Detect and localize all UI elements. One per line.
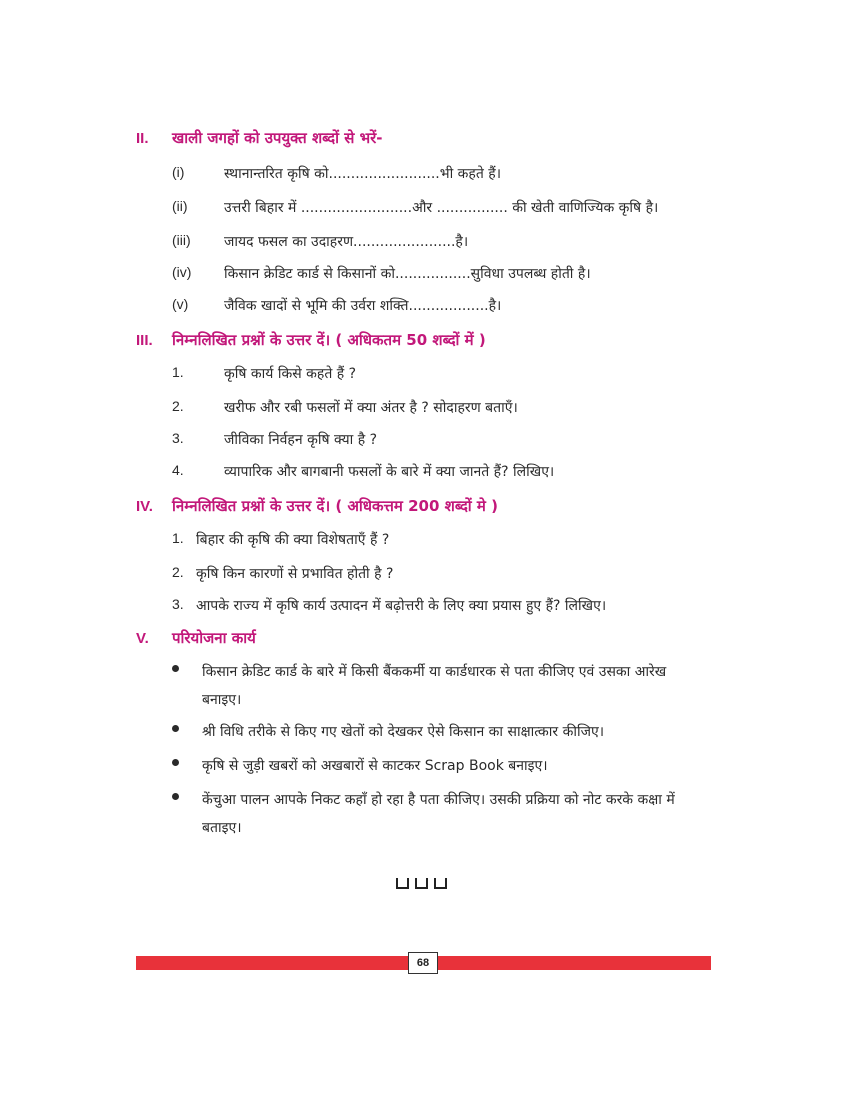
item-text: कृषि किन कारणों से प्रभावित होती है ? (196, 566, 394, 582)
item-text: आपके राज्य में कृषि कार्य उत्पादन में बढ़ोत्तरी के लिए क्या प्रयास हुए हैं? लिखिए। (196, 598, 607, 614)
item-text: किसान क्रेडिट कार्ड से किसानों को.................सुविधा उपलब्ध होती है। (224, 266, 591, 282)
section-v-number: V. (136, 630, 149, 647)
end-square-icon (415, 878, 428, 889)
item-marker: 1. (172, 530, 184, 546)
section-ii-title: खाली जगहों को उपयुक्त शब्दों से भरें- (172, 129, 383, 147)
item-marker: 2. (172, 564, 184, 580)
end-square-icon (396, 878, 409, 889)
page-number: 68 (408, 952, 438, 974)
section-iii-title: निम्नलिखित प्रश्नों के उत्तर दें। ( अधिकतम 50 शब्दों में ) (172, 331, 486, 349)
section-ii-heading (136, 128, 383, 148)
section-iv-number: IV. (136, 498, 153, 515)
bullet-icon (172, 665, 179, 672)
bullet-icon (172, 725, 179, 732)
item-marker: 1. (172, 364, 184, 380)
section-ii-number: II. (136, 130, 149, 147)
item-text: केंचुआ पालन आपके निकट कहाँ हो रहा है पता कीजिए। उसकी प्रक्रिया को नोट करके कक्षा में बताइए। (202, 792, 675, 836)
item-text: व्यापारिक और बागबानी फसलों के बारे में क्या जानते हैं? लिखिए। (224, 464, 555, 480)
item-text: किसान क्रेडिट कार्ड के बारे में किसी बैंककर्मी या कार्डधारक से पता कीजिए एवं उसका आरेख बनाइए। (202, 664, 667, 708)
item-marker: (iii) (172, 232, 191, 248)
item-marker: (iv) (172, 264, 192, 280)
section-end-marks (396, 878, 447, 889)
item-marker: 4. (172, 462, 184, 478)
item-text: कृषि कार्य किसे कहते हैं ? (224, 366, 357, 382)
section-iii-heading (136, 330, 486, 350)
item-text: जीविका निर्वहन कृषि क्या है ? (224, 432, 378, 448)
section-iii-number: III. (136, 332, 153, 349)
item-text: जायद फसल का उदाहरण.......................है। (224, 234, 469, 250)
item-marker: (ii) (172, 198, 188, 214)
item-text: स्थानान्तरित कृषि को.........................भी कहते हैं। (224, 166, 502, 182)
bullet-icon (172, 793, 179, 800)
section-v-heading (136, 628, 256, 648)
bullet-icon (172, 759, 179, 766)
item-text: श्री विधि तरीके से किए गए खेतों को देखकर ऐसे किसान का साक्षात्कार कीजिए। (202, 724, 605, 740)
item-marker: 3. (172, 596, 184, 612)
item-text: जैविक खादों से भूमि की उर्वरा शक्ति..................है। (224, 298, 502, 314)
item-marker: (v) (172, 296, 189, 312)
item-marker: 2. (172, 398, 184, 414)
section-v-title: परियोजना कार्य (172, 629, 256, 647)
item-marker: (i) (172, 164, 185, 180)
end-square-icon (434, 878, 447, 889)
section-iv-title: निम्नलिखित प्रश्नों के उत्तर दें। ( अधिकत्तम 200 शब्दों मे ) (172, 497, 498, 515)
section-iv-heading (136, 496, 498, 516)
item-text: बिहार की कृषि की क्या विशेषताएँ हैं ? (196, 532, 390, 548)
item-text: खरीफ और रबी फसलों में क्या अंतर है ? सोदाहरण बताएँ। (224, 400, 518, 416)
item-marker: 3. (172, 430, 184, 446)
item-text: उत्तरी बिहार में .........................और ................ की खेती वाणिज्यिक कृषि है। (224, 200, 659, 216)
item-text: कृषि से जुड़ी खबरों को अखबारों से काटकर Scrap Book बनाइए। (202, 758, 548, 774)
